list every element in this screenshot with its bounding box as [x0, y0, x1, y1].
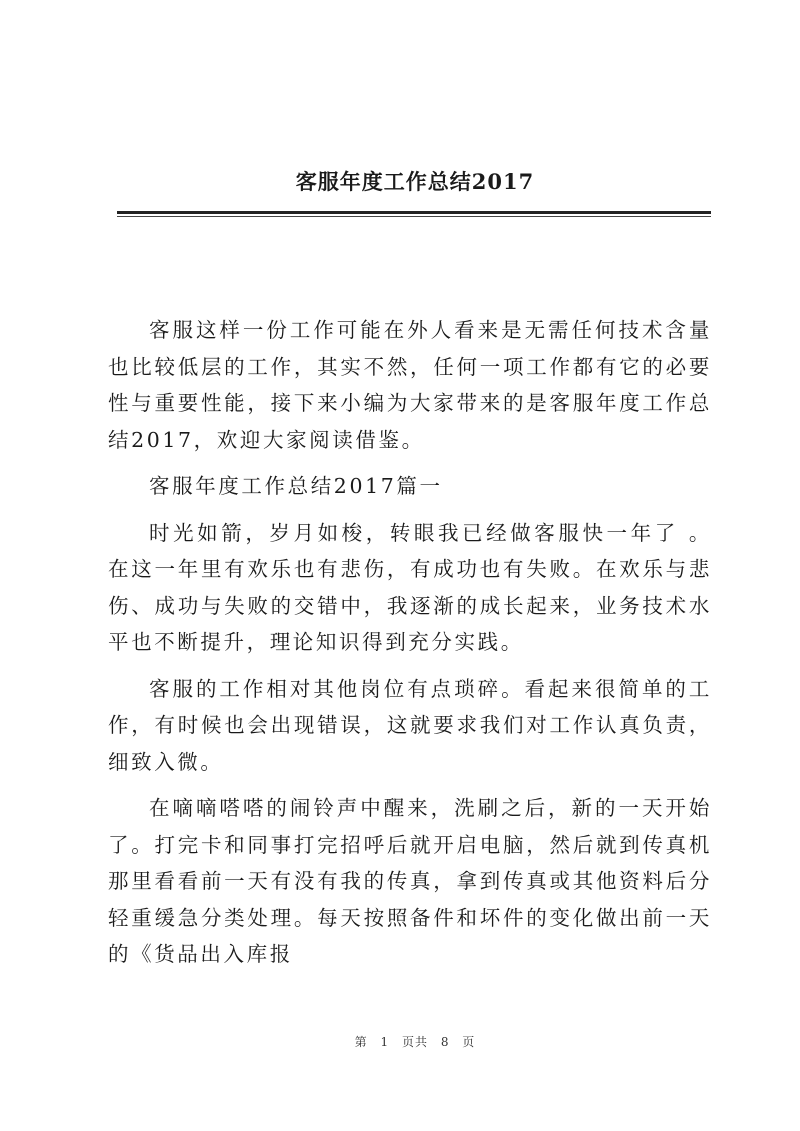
footer-page-number: 1 — [380, 1035, 390, 1049]
paragraph: 客服的工作相对其他岗位有点琐碎。看起来很简单的工作，有时候也会出现错误，这就要求我们对工作认真负责，细致入微。 — [108, 676, 712, 774]
paragraph: 在嘀嘀嗒嗒的闹铃声中醒来，洗刷之后，新的一天开始了。打完卡和同事打完招呼后就开启电脑，然后就到传真机那里看看前一天有没有我的传真，拿到传真或其他资料后分轻重缓急分类处理。每天按照备件和坏件的变化做出前一天的《货品出入库报 — [108, 796, 712, 966]
paragraph-intro: 客服这样一份工作可能在外人看来是无需任何技术含量也比较低层的工作，其实不然，任何一项工作都有它的必要性与重要性能，接下来小编为大家带来的是客服年度工作总结2017，欢迎大家阅读借鉴。 — [108, 318, 712, 452]
footer-suffix: 页 — [462, 1035, 476, 1049]
title-divider-thin — [117, 216, 711, 217]
section-heading: 客服年度工作总结2017篇一 — [149, 474, 443, 498]
document-body — [108, 312, 712, 973]
footer-total-pages: 8 — [440, 1035, 450, 1049]
page-footer — [0, 1033, 800, 1050]
title-divider — [117, 211, 711, 214]
paragraph: 时光如箭，岁月如梭，转眼我已经做客服快一年了 。在这一年里有欢乐也有悲伤，有成功也有失败。在欢乐与悲伤、成功与失败的交错中，我逐渐的成长起来，业务技术水平也不断提升，理论知识得到充分实践。 — [108, 520, 712, 654]
document-title: 客服年度工作总结2017 — [295, 169, 535, 194]
footer-middle: 页共 — [401, 1035, 428, 1049]
footer-prefix: 第 — [354, 1035, 368, 1049]
